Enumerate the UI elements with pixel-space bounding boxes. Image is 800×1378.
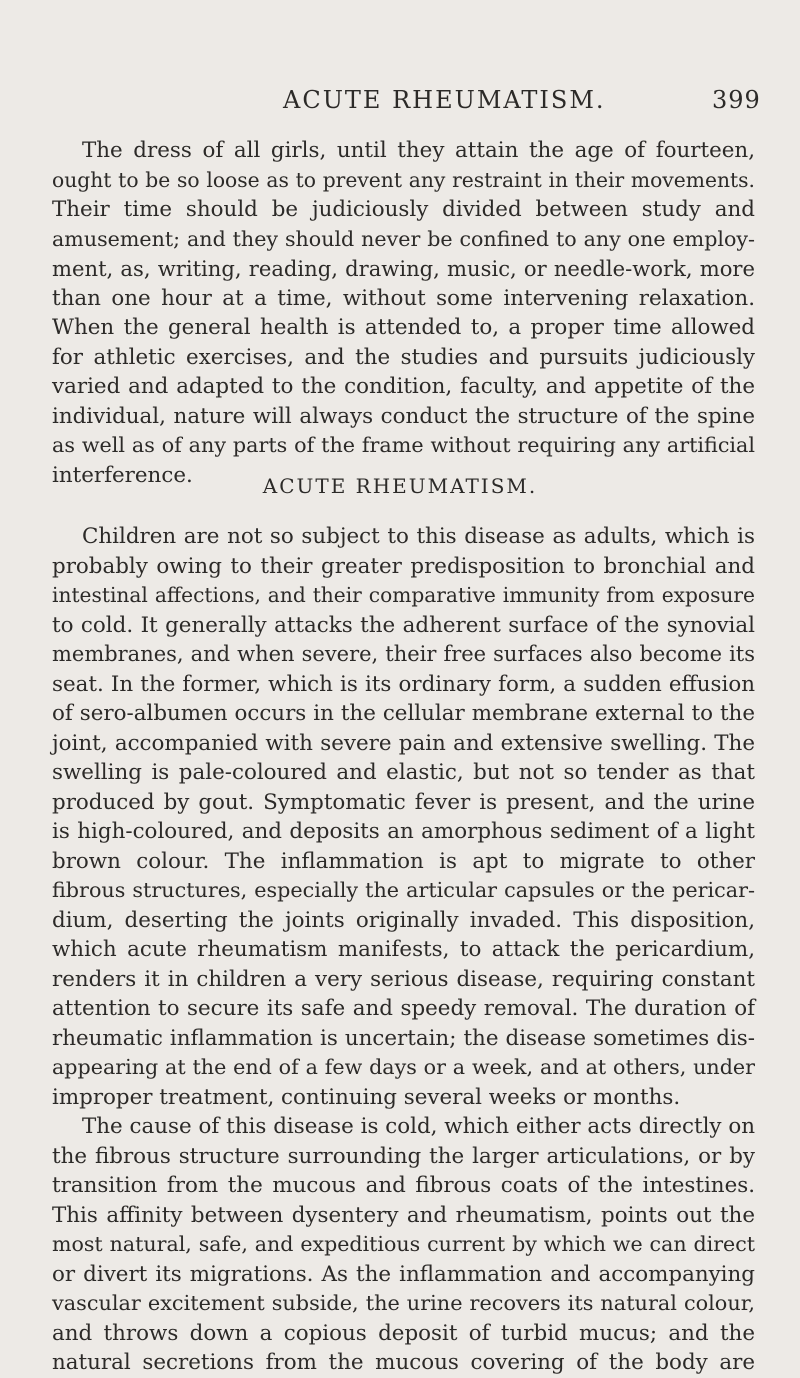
text-line: is high-coloured, and deposits an amorphous sediment of a light <box>52 819 755 844</box>
text-line: dium, deserting the joints originally invaded. This disposition, <box>52 907 755 933</box>
text-line: improper treatment, continuing several weeks or months. <box>52 1084 681 1110</box>
text-line: and throws down a copious deposit of turbid mucus; and the <box>52 1320 755 1346</box>
text-line: the fibrous structure surrounding the larger articulations, or by <box>52 1143 755 1169</box>
text-line: seat. In the former, which is its ordinary form, a sudden effusion <box>52 671 755 697</box>
text-line: joint, accompanied with severe pain and extensive swelling. The <box>52 730 755 756</box>
text-line: to cold. It generally attacks the adherent surface of the synovial <box>52 612 755 638</box>
text-line: fibrous structures, especially the articular capsules or the pericar- <box>52 878 755 902</box>
paragraph-dress-of-girls <box>52 136 755 490</box>
section-heading: ACUTE RHEUMATISM. <box>262 474 538 498</box>
text-line: for athletic exercises, and the studies and pursuits judiciously <box>52 344 755 370</box>
text-line: of sero-albumen occurs in the cellular membrane external to the <box>52 701 755 726</box>
text-line: vascular excitement subside, the urine recovers its natural colour, <box>52 1291 755 1315</box>
text-line: produced by gout. Symptomatic fever is present, and the urine <box>52 789 755 815</box>
text-line: The dress of all girls, until they attain the age of fourteen, <box>82 138 755 163</box>
text-line: When the general health is attended to, a proper time allowed <box>52 315 755 340</box>
text-line: attention to secure its safe and speedy removal. The duration of <box>52 996 755 1021</box>
text-line: than one hour at a time, without some intervening relaxation. <box>52 285 755 311</box>
running-head <box>0 86 800 126</box>
text-line: appearing at the end of a few days or a week, and at others, under <box>52 1055 755 1079</box>
text-line: intestinal affections, and their comparative immunity from exposure <box>52 583 755 607</box>
text-line: ought to be so loose as to prevent any restraint in their movements. <box>52 167 755 192</box>
text-line: varied and adapted to the condition, faculty, and appetite of the <box>52 374 755 399</box>
text-line: natural secretions from the mucous covering of the body are <box>52 1350 755 1375</box>
text-line: Their time should be judiciously divided between study and <box>52 197 755 222</box>
text-line: swelling is pale-coloured and elastic, but not so tender as that <box>52 760 755 785</box>
page-number: 399 <box>712 86 761 114</box>
section-body <box>52 522 755 1378</box>
text-line: rheumatic inflammation is uncertain; the disease sometimes dis- <box>52 1025 755 1051</box>
text-line: amusement; and they should never be confined to any one employ- <box>52 226 755 251</box>
text-line: This affinity between dysentery and rheumatism, points out the <box>52 1202 755 1228</box>
text-line: membranes, and when severe, their free surfaces also become its <box>52 642 755 666</box>
text-line: individual, nature will always conduct the structure of the spine <box>52 403 755 429</box>
paragraph-cause-of-disease <box>52 1112 755 1378</box>
text-line: renders it in children a very serious disease, requiring constant <box>52 966 755 992</box>
text-line: brown colour. The inflammation is apt to migrate to other <box>52 848 755 874</box>
text-line: The cause of this disease is cold, which either acts directly on <box>82 1114 755 1139</box>
text-line: interference. <box>52 462 193 488</box>
running-title: ACUTE RHEUMATISM. <box>283 86 606 114</box>
text-line: Children are not so subject to this disease as adults, which is <box>82 524 755 549</box>
text-line: transition from the mucous and fibrous coats of the intestines. <box>52 1173 755 1198</box>
text-line: most natural, safe, and expeditious current by which we can direct <box>52 1232 755 1256</box>
text-line: or divert its migrations. As the inflammation and accompanying <box>52 1261 755 1287</box>
text-line: as well as of any parts of the frame without requiring any artificial <box>52 433 755 457</box>
text-line: which acute rheumatism manifests, to attack the pericardium, <box>52 937 755 962</box>
text-line: probably owing to their greater predisposition to bronchial and <box>52 553 755 579</box>
paragraph-children-rheumatism <box>52 522 755 1112</box>
text-line: ment, as, writing, reading, drawing, music, or needle-work, more <box>52 256 755 281</box>
